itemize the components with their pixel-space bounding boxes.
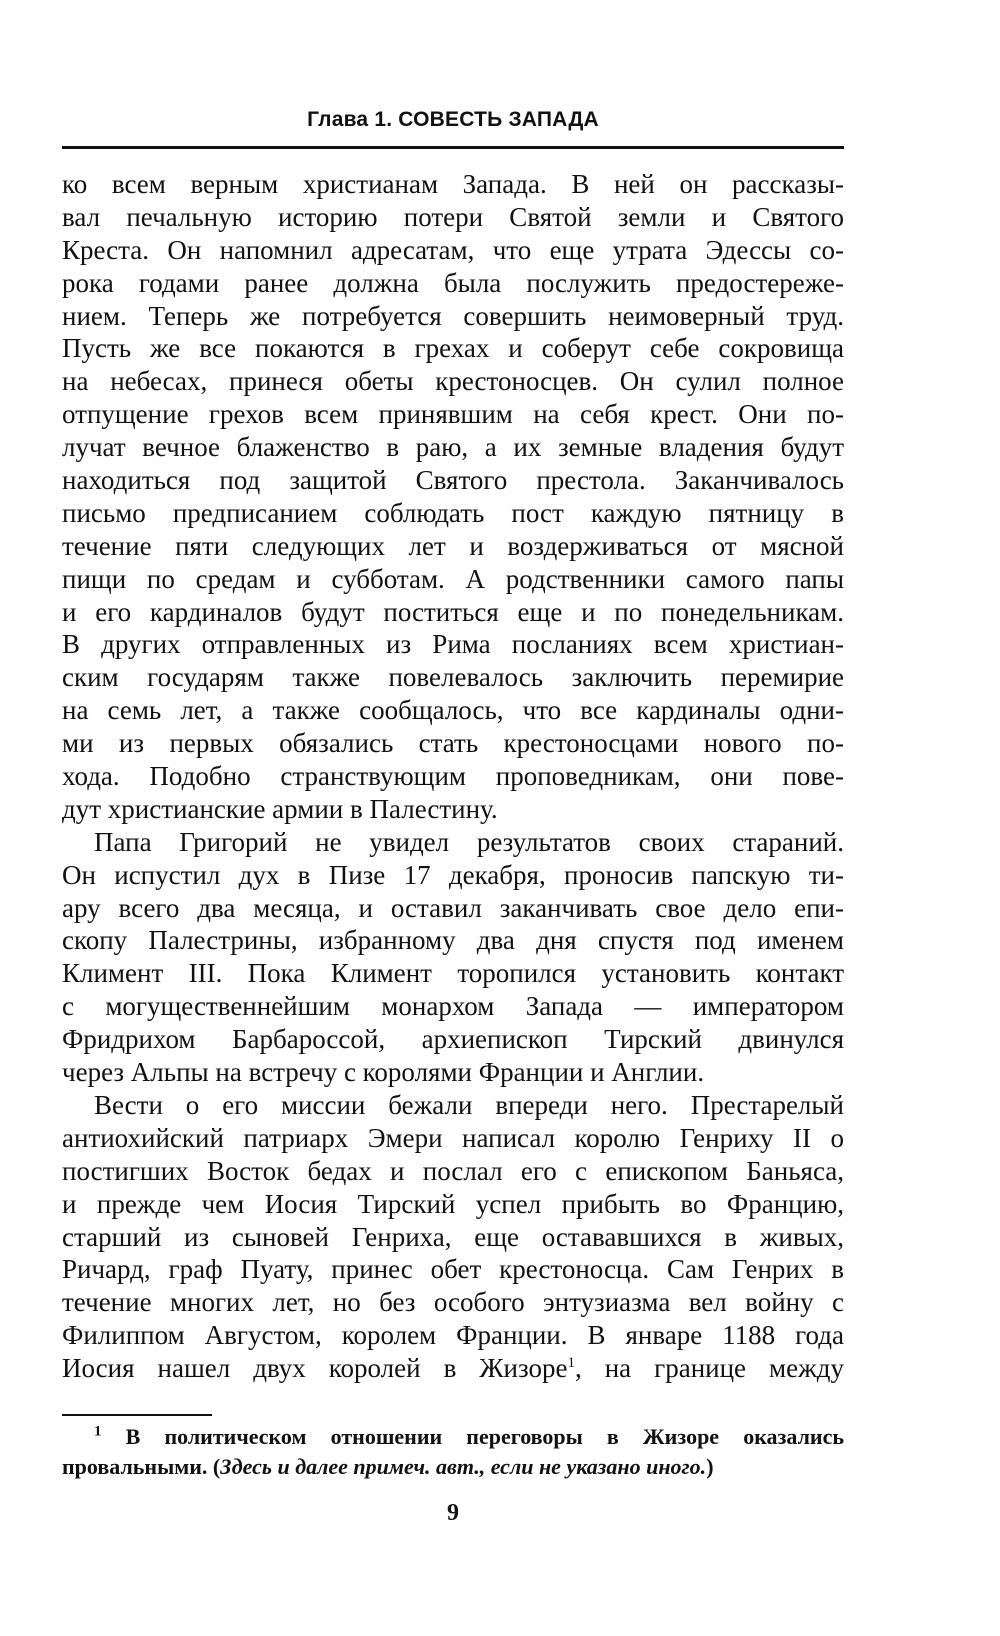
text-line: антиохийский патриарх Эмери написал королю Генриху II о <box>62 1122 844 1153</box>
text-line: ко всем верным христианам Запада. В ней он рассказы- <box>62 169 844 199</box>
footnote-reference[interactable]: 1 <box>567 1355 575 1372</box>
footnote <box>62 1422 844 1482</box>
text-line: отпущение грехов всем принявшим на себя крест. Они по- <box>62 399 844 430</box>
text-line: течение многих лет, но без особого энтузиазма вел войну с <box>62 1287 844 1318</box>
text-line: хода. Подобно странствующим проповедникам, они пове- <box>62 761 844 792</box>
text-line: В других отправленных из Рима посланиях всем христиан- <box>62 629 844 660</box>
text-line: Филиппом Августом, королем Франции. В январе 1188 года <box>62 1320 844 1351</box>
running-header: Глава 1. СОВЕСТЬ ЗАПАДА <box>307 108 599 131</box>
text-line: лучат вечное блаженство в раю, а их земные владения будут <box>62 432 844 463</box>
text-line: рока годами ранее должна была послужить предостереже- <box>62 267 844 298</box>
text-line: Пусть же все покаются в грехах и соберут себе сокровища <box>62 333 844 364</box>
text-line: дут христианские армии в Палестину. <box>62 793 498 824</box>
footnote-italic-note: Здесь и далее примеч. авт., если не указано иного. <box>220 1454 707 1479</box>
text-fragment: Иосия нашел двух королей в Жизоре <box>62 1353 568 1384</box>
paragraph-start: Папа Григорий не увидел результатов своих стараний. <box>94 826 844 857</box>
text-line-with-footnote <box>62 1352 844 1385</box>
text-line: ми из первых обязались стать крестоносцами нового по- <box>62 728 844 759</box>
text-line: находиться под защитой Святого престола. Заканчивалось <box>62 465 844 496</box>
text-line: скопу Палестрины, избранному два дня спустя под именем <box>62 925 844 956</box>
footnote-rule <box>62 1414 212 1416</box>
text-line: и прежде чем Иосия Тирский успел прибыть во Францию, <box>62 1188 844 1219</box>
text-line: Ричард, граф Пуату, принес обет крестоносца. Сам Генрих в <box>62 1254 844 1285</box>
text-line: ару всего два месяца, и оставил заканчивать свое дело епи- <box>62 892 844 923</box>
text-line: Креста. Он напомнил адресатам, что еще утрата Эдессы со- <box>62 234 844 265</box>
text-line: на небесах, принеся обеты крестоносцев. Он сулил полное <box>62 366 844 397</box>
text-line: вал печальную историю потери Святой земли и Святого <box>62 201 844 232</box>
text-line: ским государям также повелевалось заключить перемирие <box>62 662 844 693</box>
page-number: 9 <box>447 1500 459 1526</box>
text-line: через Альпы на встречу с королями Франции и Англии. <box>62 1057 705 1088</box>
text-line: Фридрихом Барбароссой, архиепископ Тирский двинулся <box>62 1024 844 1055</box>
footnote-line <box>62 1422 844 1452</box>
text-line: Климент III. Пока Климент торопился установить контакт <box>62 958 844 989</box>
text-line: с могущественнейшим монархом Запада — императором <box>62 991 844 1022</box>
text-line: пищи по средам и субботам. А родственники самого папы <box>62 563 844 594</box>
text-line: постигших Восток бедах и послал его с епископом Баньяса, <box>62 1155 844 1186</box>
footnote-line <box>62 1452 844 1482</box>
text-line: старший из сыновей Генриха, еще остававшихся в живых, <box>62 1221 844 1252</box>
footnote-text: ) <box>706 1454 714 1479</box>
text-line: письмо предписанием соблюдать пост каждую пятницу в <box>62 497 844 528</box>
footnote-text: В политическом отношении переговоры в Жизоре оказались <box>125 1424 844 1449</box>
main-text <box>62 168 844 1385</box>
text-line: нием. Теперь же потребуется совершить неимоверный труд. <box>62 300 844 331</box>
paragraph-start: Вести о его миссии бежали впереди него. Престарелый <box>94 1089 844 1120</box>
text-line: и его кардиналов будут поститься еще и по понедельникам. <box>62 596 844 627</box>
text-line: течение пяти следующих лет и воздерживаться от мясной <box>62 530 844 561</box>
text-line: Он испустил дух в Пизе 17 декабря, проносив папскую ти- <box>62 859 844 890</box>
header-rule <box>62 146 844 149</box>
footnote-marker: 1 <box>94 1423 102 1440</box>
text-fragment: , на границе между <box>574 1353 844 1384</box>
footnote-text: провальными. ( <box>62 1454 221 1479</box>
text-line: на семь лет, а также сообщалось, что все кардиналы одни- <box>62 695 844 726</box>
